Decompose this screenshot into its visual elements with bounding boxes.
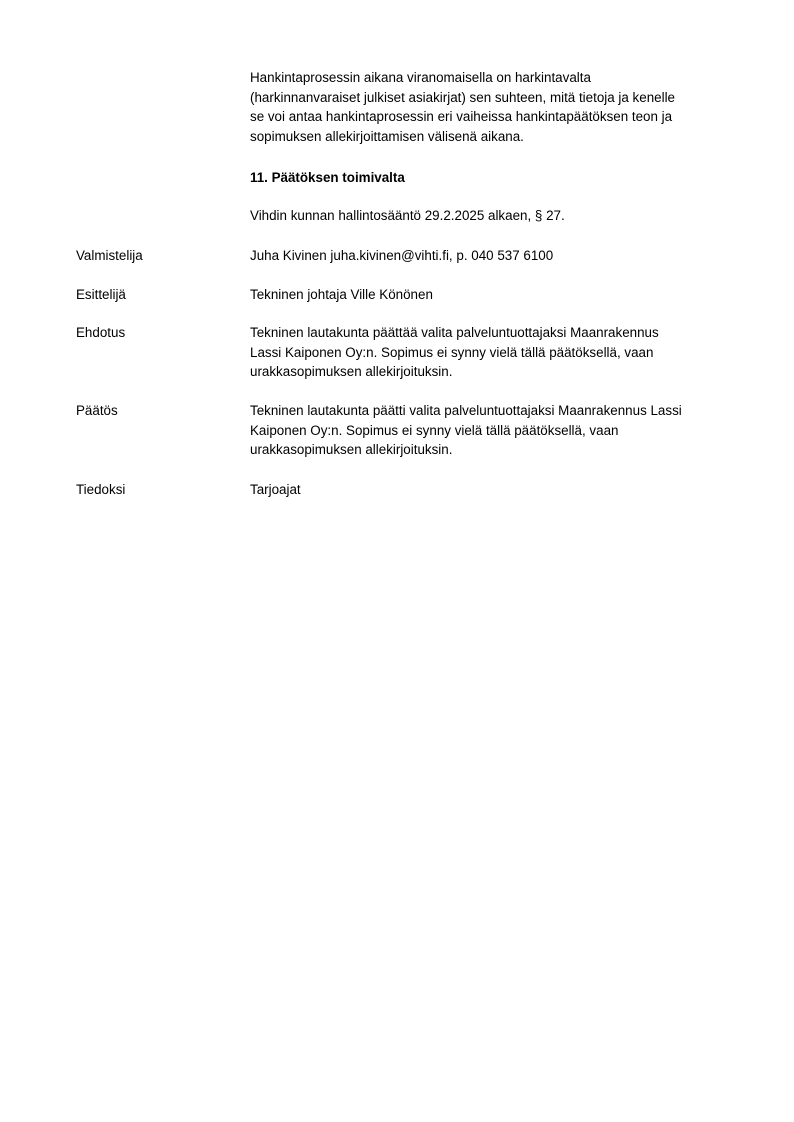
ehdotus-label: Ehdotus <box>76 325 126 340</box>
ehdotus-line: urakkasopimuksen allekirjoituksin. <box>250 364 453 379</box>
intro-paragraph <box>250 68 740 146</box>
paatos-line: Tekninen lautakunta päätti valita palveluntuottajaksi Maanrakennus Lassi <box>250 403 682 418</box>
valmistelija-label: Valmistelija <box>76 248 143 263</box>
esittelija-label: Esittelijä <box>76 287 126 302</box>
intro-line: se voi antaa hankintaprosessin eri vaiheissa hankintapäätöksen teon ja <box>250 109 673 124</box>
paatos-line: urakkasopimuksen allekirjoituksin. <box>250 442 453 457</box>
section-text: Vihdin kunnan hallintosääntö 29.2.2025 alkaen, § 27. <box>250 208 565 223</box>
intro-line: sopimuksen allekirjoittamisen välisenä aikana. <box>250 128 524 144</box>
section-heading: 11. Päätöksen toimivalta <box>250 170 405 185</box>
paatos-line: Kaiponen Oy:n. Sopimus ei synny vielä tällä päätöksellä, vaan <box>250 422 619 438</box>
intro-line: Hankintaprosessin aikana viranomaisella on harkintavalta <box>250 70 591 85</box>
paatos-label: Päätös <box>76 403 118 418</box>
tiedoksi-label: Tiedoksi <box>76 482 126 497</box>
ehdotus-value <box>250 323 740 382</box>
ehdotus-line: Lassi Kaiponen Oy:n. Sopimus ei synny vielä tällä päätöksellä, vaan <box>250 344 654 360</box>
valmistelija-value: Juha Kivinen juha.kivinen@vihti.fi, p. 040 537 6100 <box>250 248 554 263</box>
ehdotus-line: Tekninen lautakunta päättää valita palveluntuottajaksi Maanrakennus <box>250 325 659 340</box>
esittelija-value: Tekninen johtaja Ville Könönen <box>250 287 433 302</box>
paatos-value <box>250 401 740 460</box>
intro-line: (harkinnanvaraiset julkiset asiakirjat) sen suhteen, mitä tietoja ja kenelle <box>250 89 675 105</box>
tiedoksi-value: Tarjoajat <box>250 482 301 497</box>
